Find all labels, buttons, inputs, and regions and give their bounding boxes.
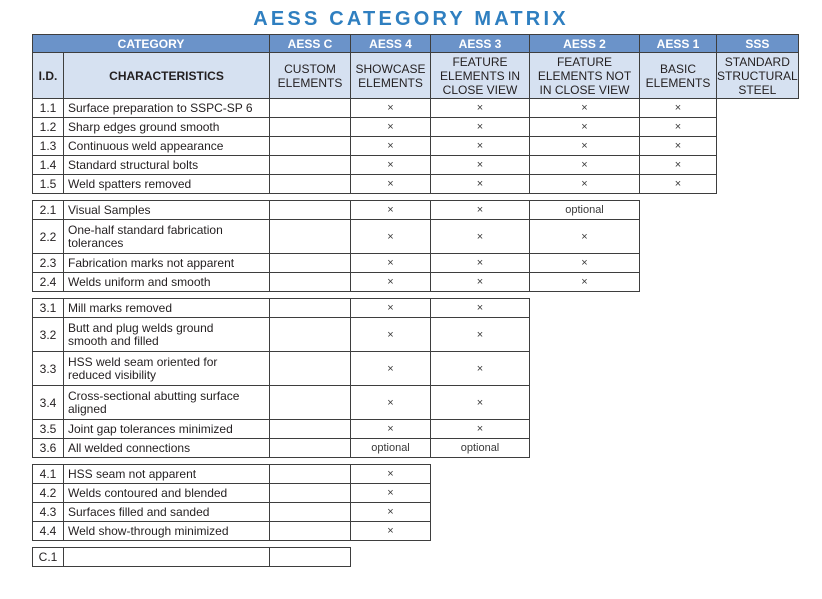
mark-cell — [270, 420, 351, 439]
empty-cell — [717, 273, 799, 292]
mark-cell: × — [351, 99, 431, 118]
table-row — [33, 273, 799, 292]
mark-cell: × — [431, 137, 530, 156]
mark-cell: × — [640, 118, 717, 137]
mark-cell: × — [530, 156, 640, 175]
characteristic-line: smooth and filled — [68, 333, 159, 348]
mark-cell: optional — [351, 439, 431, 458]
table-row — [33, 118, 799, 137]
mark-cell: × — [351, 522, 431, 541]
empty-cell — [717, 439, 799, 458]
empty-cell — [431, 503, 530, 522]
row-characteristic — [64, 386, 270, 420]
mark-cell: × — [351, 201, 431, 220]
table-row — [33, 318, 799, 352]
column-header-sss: SSS — [717, 35, 799, 53]
mark-cell: × — [431, 273, 530, 292]
mark-cell: × — [351, 352, 431, 386]
column-header-aess-3: AESS 3 — [431, 35, 530, 53]
mark-cell — [270, 439, 351, 458]
table-row — [33, 175, 799, 194]
description-aess-c — [270, 53, 351, 99]
mark-cell: × — [351, 156, 431, 175]
mark-cell — [270, 548, 351, 567]
row-id: 3.4 — [33, 386, 64, 420]
table-row — [33, 254, 799, 273]
empty-cell — [640, 439, 717, 458]
row-characteristic — [64, 254, 270, 273]
empty-cell — [431, 548, 530, 567]
header-row-descriptions — [33, 53, 799, 99]
empty-cell — [431, 522, 530, 541]
mark-cell: × — [640, 175, 717, 194]
description-line: FEATURE — [452, 54, 508, 69]
table-row — [33, 156, 799, 175]
mark-cell: × — [351, 299, 431, 318]
empty-cell — [530, 503, 640, 522]
spacer-cell — [33, 458, 799, 465]
mark-cell: × — [351, 137, 431, 156]
empty-cell — [530, 522, 640, 541]
row-id: 1.1 — [33, 99, 64, 118]
table-row — [33, 137, 799, 156]
column-header-aess-4: AESS 4 — [351, 35, 431, 53]
empty-cell — [717, 99, 799, 118]
empty-cell — [717, 254, 799, 273]
row-characteristic — [64, 503, 270, 522]
mark-cell: × — [431, 420, 530, 439]
row-id: 1.3 — [33, 137, 64, 156]
empty-cell — [640, 201, 717, 220]
table-row — [33, 99, 799, 118]
column-header-aess-c: AESS C — [270, 35, 351, 53]
characteristic-line: HSS seam not apparent — [68, 466, 197, 481]
row-characteristic — [64, 318, 270, 352]
empty-cell — [717, 318, 799, 352]
row-characteristic — [64, 220, 270, 254]
mark-cell: × — [351, 273, 431, 292]
empty-cell — [717, 548, 799, 567]
characteristic-line: tolerances — [68, 235, 124, 250]
row-id: 3.6 — [33, 439, 64, 458]
row-id: C.1 — [33, 548, 64, 567]
characteristic-line: Butt and plug welds ground — [68, 320, 214, 335]
row-characteristic — [64, 273, 270, 292]
mark-cell — [270, 386, 351, 420]
empty-cell — [717, 386, 799, 420]
mark-cell: × — [431, 318, 530, 352]
aess-category-matrix — [32, 34, 799, 567]
empty-cell — [640, 420, 717, 439]
group-spacer — [33, 194, 799, 201]
mark-cell — [270, 318, 351, 352]
characteristic-line: Continuous weld appearance — [68, 138, 224, 153]
mark-cell — [270, 118, 351, 137]
mark-cell: × — [351, 318, 431, 352]
mark-cell: optional — [530, 201, 640, 220]
row-id: 4.1 — [33, 465, 64, 484]
mark-cell: × — [351, 503, 431, 522]
characteristic-line: Cross-sectional abutting surface — [68, 388, 240, 403]
description-line: ELEMENTS IN — [439, 68, 520, 83]
row-characteristic — [64, 465, 270, 484]
description-aess-4 — [351, 53, 431, 99]
mark-cell — [270, 201, 351, 220]
mark-cell — [270, 503, 351, 522]
row-id: 1.5 — [33, 175, 64, 194]
characteristic-line: Weld spatters removed — [68, 176, 192, 191]
empty-cell — [717, 156, 799, 175]
mark-cell — [270, 352, 351, 386]
row-id: 2.3 — [33, 254, 64, 273]
mark-cell: × — [431, 99, 530, 118]
mark-cell: × — [351, 118, 431, 137]
row-id: 1.4 — [33, 156, 64, 175]
table-row — [33, 386, 799, 420]
description-line: SHOWCASE — [355, 61, 426, 76]
table-row — [33, 548, 799, 567]
description-line: ELEMENTS — [645, 75, 711, 90]
mark-cell: × — [351, 220, 431, 254]
characteristic-line: Welds contoured and blended — [68, 485, 228, 500]
row-id: 1.2 — [33, 118, 64, 137]
characteristic-line: Fabrication marks not apparent — [68, 255, 235, 270]
group-spacer — [33, 541, 799, 548]
characteristic-line: Visual Samples — [68, 202, 151, 217]
empty-cell — [717, 137, 799, 156]
characteristic-line: aligned — [68, 401, 107, 416]
characteristic-line: reduced visibility — [68, 367, 157, 382]
empty-cell — [530, 465, 640, 484]
row-id: 4.3 — [33, 503, 64, 522]
characteristic-line: Joint gap tolerances minimized — [68, 421, 233, 436]
row-id: 4.2 — [33, 484, 64, 503]
spacer-cell — [33, 292, 799, 299]
characteristic-line: Surfaces filled and sanded — [68, 504, 210, 519]
mark-cell — [270, 99, 351, 118]
mark-cell: × — [431, 201, 530, 220]
description-line: FEATURE — [556, 54, 613, 69]
matrix-title: AESS CATEGORY MATRIX — [253, 8, 569, 30]
mark-cell: × — [431, 254, 530, 273]
characteristic-line: Surface preparation to SSPC-SP 6 — [68, 100, 253, 115]
empty-cell — [640, 273, 717, 292]
mark-cell: × — [431, 352, 530, 386]
mark-cell — [270, 220, 351, 254]
row-characteristic — [64, 201, 270, 220]
mark-cell: × — [530, 99, 640, 118]
mark-cell — [270, 522, 351, 541]
table-row — [33, 484, 799, 503]
row-id: 3.5 — [33, 420, 64, 439]
description-line: IN CLOSE VIEW — [539, 82, 630, 97]
characteristic-line: HSS weld seam oriented for — [68, 354, 218, 369]
row-id: 4.4 — [33, 522, 64, 541]
empty-cell — [640, 220, 717, 254]
characteristic-line: Weld show-through minimized — [68, 523, 229, 538]
table-row — [33, 465, 799, 484]
mark-cell: × — [431, 175, 530, 194]
description-aess-2 — [530, 53, 640, 99]
description-line: STRUCTURAL — [717, 68, 798, 83]
empty-cell — [717, 118, 799, 137]
empty-cell — [640, 386, 717, 420]
mark-cell — [270, 299, 351, 318]
mark-cell — [270, 484, 351, 503]
empty-cell — [530, 299, 640, 318]
empty-cell — [530, 386, 640, 420]
empty-cell — [640, 503, 717, 522]
row-id: 3.3 — [33, 352, 64, 386]
category-header: CATEGORY — [33, 35, 270, 53]
empty-cell — [640, 318, 717, 352]
mark-cell: × — [530, 220, 640, 254]
empty-cell — [717, 484, 799, 503]
mark-cell — [270, 465, 351, 484]
mark-cell: × — [640, 137, 717, 156]
description-line: BASIC — [659, 61, 696, 76]
mark-cell: × — [640, 156, 717, 175]
empty-cell — [530, 352, 640, 386]
description-line: STANDARD — [724, 54, 790, 69]
description-aess-1 — [640, 53, 717, 99]
empty-cell — [431, 465, 530, 484]
mark-cell: × — [351, 420, 431, 439]
row-characteristic — [64, 99, 270, 118]
empty-cell — [530, 420, 640, 439]
mark-cell — [270, 254, 351, 273]
row-id: 2.1 — [33, 201, 64, 220]
row-characteristic — [64, 548, 270, 567]
mark-cell: × — [530, 273, 640, 292]
column-header-aess-2: AESS 2 — [530, 35, 640, 53]
row-characteristic — [64, 484, 270, 503]
description-line: ELEMENTS — [358, 75, 423, 90]
row-characteristic — [64, 175, 270, 194]
table-row — [33, 420, 799, 439]
empty-cell — [717, 503, 799, 522]
table-row — [33, 201, 799, 220]
group-spacer — [33, 458, 799, 465]
empty-cell — [640, 299, 717, 318]
description-line: ELEMENTS — [277, 75, 343, 90]
row-characteristic — [64, 137, 270, 156]
spacer-cell — [33, 194, 799, 201]
empty-cell — [717, 522, 799, 541]
characteristics-header: CHARACTERISTICS — [64, 53, 270, 99]
mark-cell: × — [530, 118, 640, 137]
row-id: 3.2 — [33, 318, 64, 352]
empty-cell — [717, 299, 799, 318]
row-characteristic — [64, 156, 270, 175]
mark-cell: × — [351, 386, 431, 420]
empty-cell — [640, 254, 717, 273]
table-row — [33, 503, 799, 522]
empty-cell — [717, 420, 799, 439]
mark-cell: × — [431, 156, 530, 175]
empty-cell — [717, 465, 799, 484]
row-characteristic — [64, 352, 270, 386]
mark-cell: × — [431, 220, 530, 254]
mark-cell: × — [351, 465, 431, 484]
mark-cell: × — [530, 175, 640, 194]
characteristic-line: One-half standard fabrication — [68, 222, 223, 237]
mark-cell: × — [431, 386, 530, 420]
mark-cell: optional — [431, 439, 530, 458]
table-row — [33, 220, 799, 254]
characteristic-line: Mill marks removed — [68, 300, 173, 315]
characteristic-line: Welds uniform and smooth — [68, 274, 211, 289]
id-header: I.D. — [33, 53, 64, 99]
row-characteristic — [64, 522, 270, 541]
description-line: STEEL — [738, 82, 777, 97]
empty-cell — [717, 352, 799, 386]
table-row — [33, 299, 799, 318]
description-line: ELEMENTS NOT — [537, 68, 632, 83]
mark-cell: × — [351, 175, 431, 194]
row-id: 2.2 — [33, 220, 64, 254]
row-characteristic — [64, 420, 270, 439]
table-row — [33, 352, 799, 386]
characteristic-line: Standard structural bolts — [68, 157, 199, 172]
mark-cell: × — [351, 484, 431, 503]
mark-cell — [270, 273, 351, 292]
mark-cell — [270, 137, 351, 156]
empty-cell — [640, 465, 717, 484]
empty-cell — [717, 175, 799, 194]
empty-cell — [431, 484, 530, 503]
row-characteristic — [64, 299, 270, 318]
description-line: CLOSE VIEW — [442, 82, 518, 97]
mark-cell: × — [431, 118, 530, 137]
row-characteristic — [64, 118, 270, 137]
mark-cell: × — [530, 137, 640, 156]
description-sss — [717, 53, 799, 99]
mark-cell — [270, 175, 351, 194]
empty-cell — [530, 318, 640, 352]
empty-cell — [530, 439, 640, 458]
group-spacer — [33, 292, 799, 299]
empty-cell — [717, 220, 799, 254]
empty-cell — [530, 548, 640, 567]
table-row — [33, 522, 799, 541]
characteristic-line: Sharp edges ground smooth — [68, 119, 220, 134]
mark-cell: × — [351, 254, 431, 273]
spacer-cell — [33, 541, 799, 548]
empty-cell — [351, 548, 431, 567]
mark-cell: × — [530, 254, 640, 273]
mark-cell: × — [431, 299, 530, 318]
row-id: 3.1 — [33, 299, 64, 318]
column-header-aess-1: AESS 1 — [640, 35, 717, 53]
empty-cell — [717, 201, 799, 220]
characteristic-line: All welded connections — [68, 440, 191, 455]
row-characteristic — [64, 439, 270, 458]
empty-cell — [640, 352, 717, 386]
empty-cell — [640, 484, 717, 503]
table-row — [33, 439, 799, 458]
description-aess-3 — [431, 53, 530, 99]
mark-cell — [270, 156, 351, 175]
empty-cell — [530, 484, 640, 503]
empty-cell — [640, 548, 717, 567]
row-id: 2.4 — [33, 273, 64, 292]
description-line: CUSTOM — [284, 61, 336, 76]
header-row-categories — [33, 35, 799, 53]
mark-cell: × — [640, 99, 717, 118]
empty-cell — [640, 522, 717, 541]
